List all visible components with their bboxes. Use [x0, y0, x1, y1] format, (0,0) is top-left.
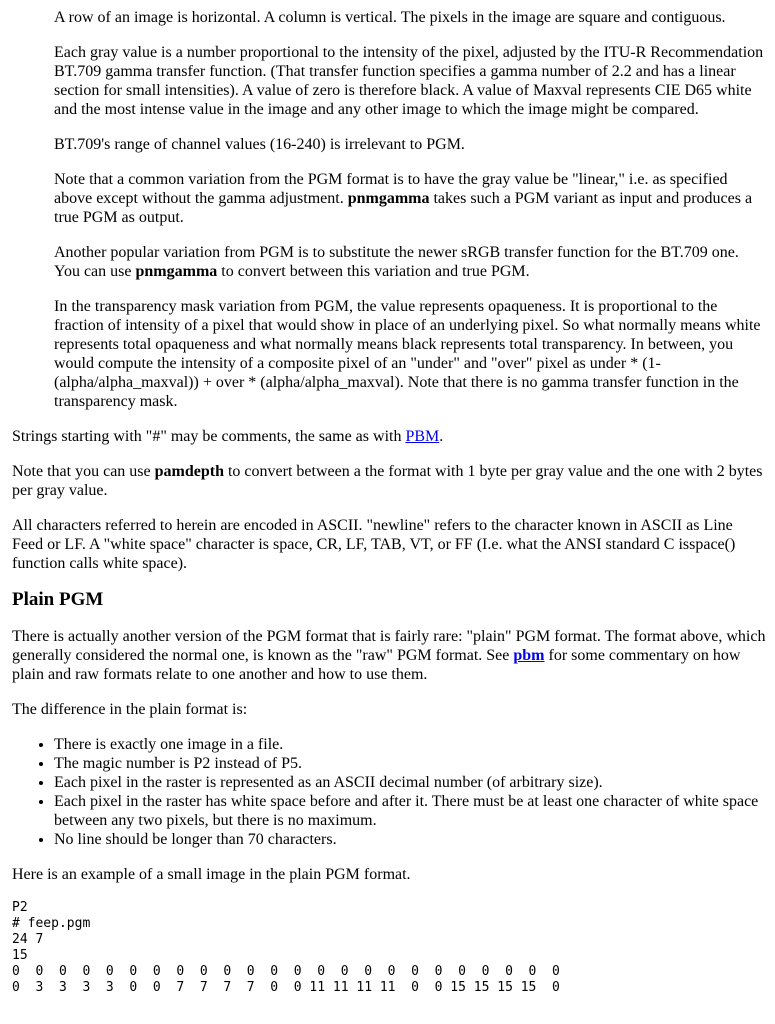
- paragraph-ascii: All characters referred to herein are encoded in ASCII. "newline" refers to the character known in ASCII as Line Feed or LF. A "white space" character is space, CR, LF, TAB, VT, or FF (I.e. what the ANSI standard C isspace() function calls white space).: [12, 517, 736, 572]
- pbm-bold-link[interactable]: pbm: [513, 647, 545, 664]
- code-example-feep: P2 # feep.pgm 24 7 15 0 0 0 0 0 0 0 0 0 0 0 0 0 0 0 0 0 0 0 0 0 0 0 0 0 3 3 3 3 0 0 7 7 7 7 0 0 11 11 11 11 0 0 15 15 15 15 0: [12, 900, 560, 995]
- document-page: [12, 8, 767, 996]
- paragraph-pamdepth: Note that you can use pamdepth to convert between a the format with 1 byte per gray value and the one with 2 bytes per gray value.: [12, 463, 763, 499]
- difference-list: [12, 735, 767, 849]
- paragraph-comments: Strings starting with "#" may be comments, the same as with PBM.: [12, 428, 444, 445]
- pamdepth-term: pamdepth: [154, 463, 224, 480]
- list-item: • The magic number is P2 instead of P5.: [54, 754, 767, 773]
- paragraph-linear-variation: Note that a common variation from the PGM format is to have the gray value be "linear," i.e. as specified above except without the gamma adjustment. pnmgamma takes such a PGM variant as input and produces a true PGM as output.: [54, 171, 753, 226]
- paragraph-plain-intro: There is actually another version of the PGM format that is fairly rare: "plain" PGM format. The format above, which generally considered the normal one, is known as the "raw" PGM format. See pbm for some commentary on how plain and raw formats relate to one another and how to use them.: [12, 628, 766, 683]
- pnmgamma-term: pnmgamma: [347, 190, 430, 207]
- paragraph-srgb-variation: Another popular variation from PGM is to substitute the newer sRGB transfer function for the BT.709 one. You can use pnmgamma to convert between this variation and true PGM.: [54, 244, 739, 280]
- section-heading-plain-pgm: Plain PGM: [12, 589, 104, 610]
- paragraph-transparency-mask: In the transparency mask variation from PGM, the value represents opaqueness. It is proportional to the fraction of intensity of a pixel that would show in place of an underlying pixel. So what normally means white represents total opaqueness and what normally means black represents total transparency. In between, you would compute the intensity of a composite pixel of an "under" and "over" pixel as under * (1-(alpha/alpha_maxval)) + over * (alpha/alpha_maxval). Note that there is no gamma transfer function in the transparency mask.: [54, 298, 761, 410]
- paragraph-example-intro: Here is an example of a small image in the plain PGM format.: [12, 866, 411, 883]
- paragraph-difference: The difference in the plain format is:: [12, 701, 248, 718]
- list-item: • Each pixel in the raster has white space before and after it. There must be at least one character of white space between any two pixels, but there is no maximum.: [54, 792, 767, 830]
- pnmgamma-term: pnmgamma: [135, 263, 218, 280]
- paragraph-row-column: A row of an image is horizontal. A column is vertical. The pixels in the image are square and contiguous.: [54, 9, 726, 26]
- paragraph-gray-value: Each gray value is a number proportional to the intensity of the pixel, adjusted by the ITU-R Recommendation BT.709 gamma transfer function. (That transfer function specifies a gamma number of 2.2 and has a linear section for small intensities). A value of zero is therefore black. A value of Maxval represents CIE D65 white and the most intense value in the image and any other image to which the image might be compared.: [54, 44, 764, 118]
- list-item: • There is exactly one image in a file.: [54, 735, 767, 754]
- list-item: • Each pixel in the raster is represented as an ASCII decimal number (of arbitrary size).: [54, 773, 767, 792]
- list-item: • No line should be longer than 70 characters.: [54, 830, 767, 849]
- pbm-link[interactable]: PBM: [405, 428, 440, 445]
- paragraph-bt709-range: BT.709's range of channel values (16-240) is irrelevant to PGM.: [54, 136, 465, 153]
